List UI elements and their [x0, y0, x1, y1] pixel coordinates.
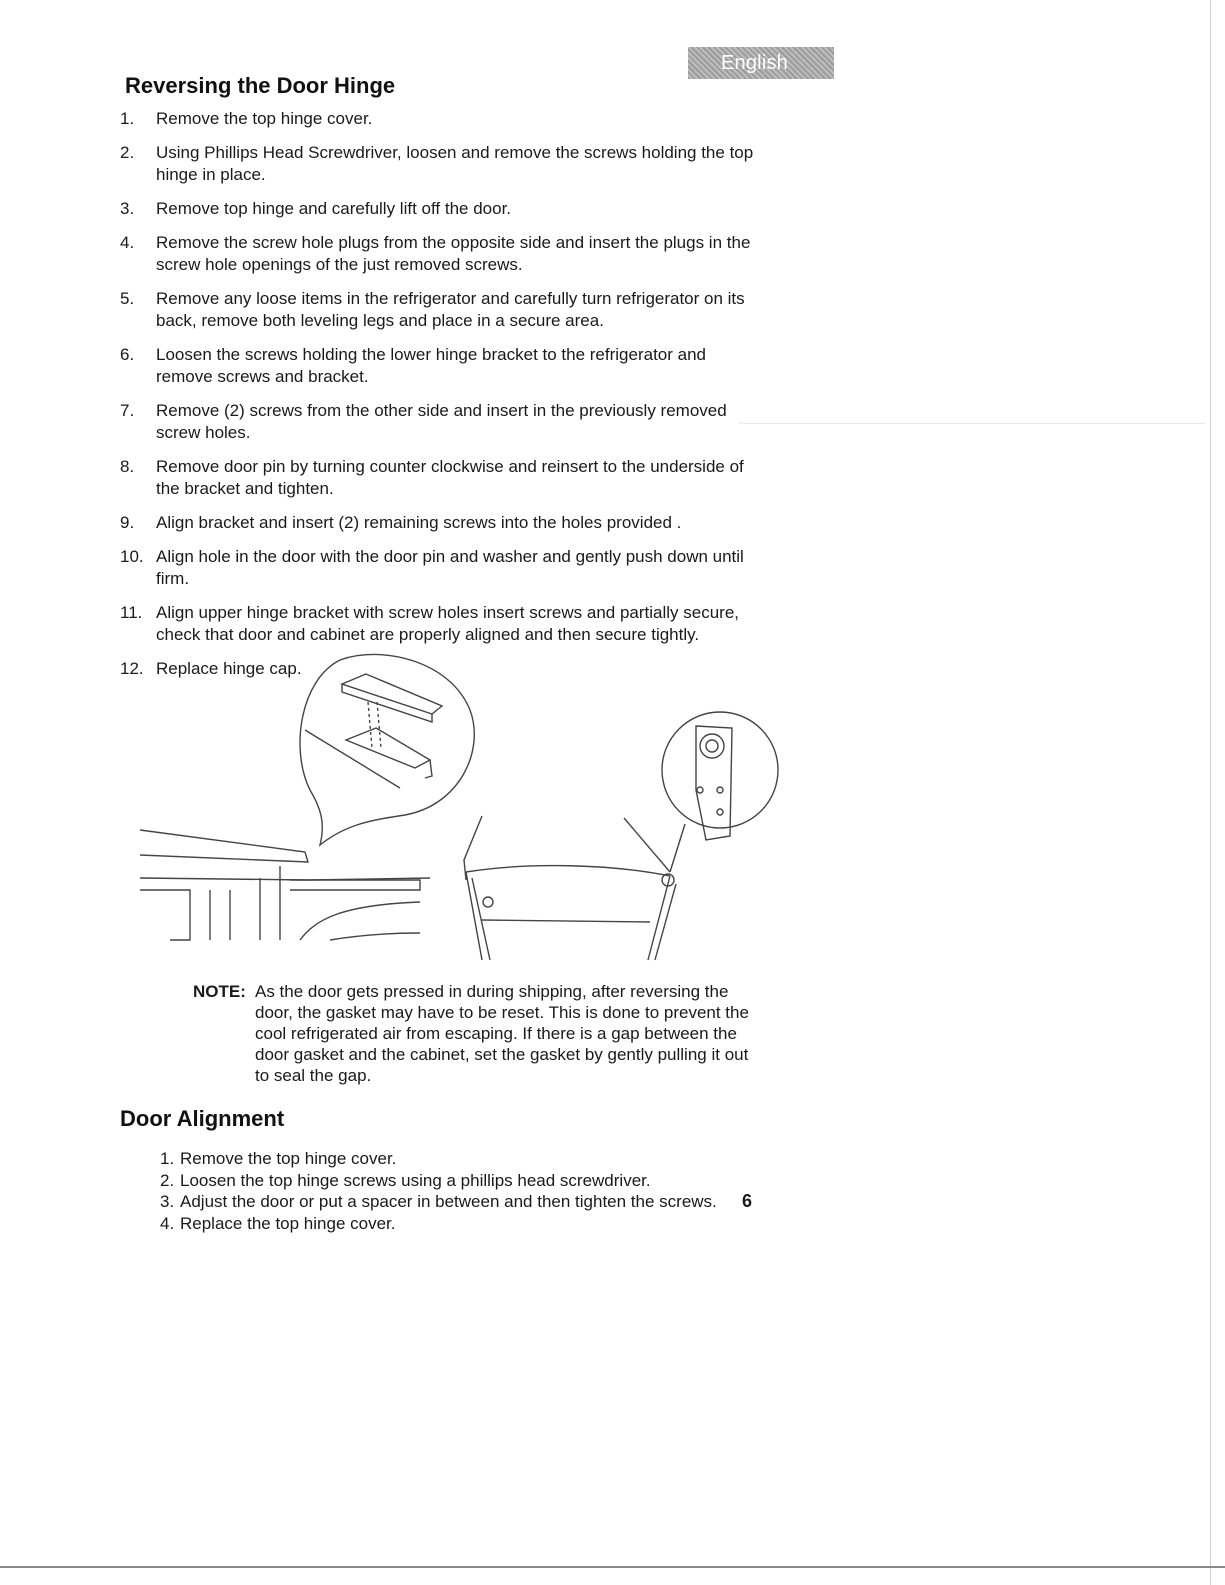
- step-number: 7.: [120, 401, 135, 420]
- note-text: As the door gets pressed in during shipping, after reversing the door, the gasket may have to be reset. This is done to prevent the cool refrigerated air from escaping. If there is a gap between the door gasket and the cabinet, set the gasket by gently pulling it out to seal the gap.: [255, 982, 749, 1085]
- section-title-door-alignment: Door Alignment: [120, 1106, 285, 1131]
- list-item: [160, 1148, 760, 1170]
- step-number: 3.: [160, 1192, 175, 1211]
- step-number: 6.: [120, 345, 135, 364]
- step-text: Remove door pin by turning counter clockwise and reinsert to the underside of the bracket and tighten.: [156, 457, 744, 498]
- door-alignment-steps-list: [160, 1148, 760, 1234]
- step-text: Remove (2) screws from the other side and insert in the previously removed screw holes.: [156, 401, 727, 442]
- step-text: Align bracket and insert (2) remaining screws into the holes provided .: [156, 513, 682, 532]
- list-item: [120, 344, 760, 388]
- hinge-illustration: [130, 640, 790, 980]
- note-block: [193, 981, 763, 1086]
- page-edge-bottom: [0, 1566, 1225, 1568]
- step-text: Remove the top hinge cover.: [180, 1149, 397, 1168]
- step-text: Replace the top hinge cover.: [180, 1213, 396, 1233]
- step-text: Remove the top hinge cover.: [156, 109, 373, 128]
- step-number: 1.: [160, 1149, 175, 1168]
- list-item: [120, 142, 760, 186]
- step-text: Using Phillips Head Screwdriver, loosen and remove the screws holding the top hinge in place.: [156, 143, 754, 184]
- list-item: [120, 108, 760, 130]
- page-edge-right: [1210, 0, 1211, 1585]
- step-text: Loosen the screws holding the lower hinge bracket to the refrigerator and remove screws and bracket.: [156, 345, 706, 386]
- step-text: Remove top hinge and carefully lift off the door.: [156, 199, 512, 218]
- list-item: [160, 1213, 760, 1235]
- list-item: [120, 232, 760, 276]
- step-text: Align upper hinge bracket with screw holes insert screws and partially secure, check that door and cabinet are properly aligned and then secure tightly.: [156, 603, 739, 644]
- list-item: [120, 288, 760, 332]
- list-item: [120, 546, 760, 590]
- step-text: Remove the screw hole plugs from the opposite side and insert the plugs in the screw hole openings of the just removed screws.: [156, 233, 751, 274]
- list-item: [120, 512, 760, 534]
- list-item: [120, 456, 760, 500]
- step-number: 12.: [120, 659, 144, 678]
- section-title-reversing: Reversing the Door Hinge: [125, 73, 396, 98]
- list-item: [160, 1170, 760, 1192]
- step-text: Replace hinge cap.: [156, 659, 302, 678]
- step-number: 1.: [120, 109, 135, 128]
- step-text: Align hole in the door with the door pin and washer and gently push down until firm.: [156, 547, 744, 588]
- step-number: 11.: [120, 603, 143, 622]
- step-number: 2.: [160, 1170, 175, 1190]
- step-number: 8.: [120, 457, 135, 476]
- step-text: Loosen the top hinge screws using a phillips head screwdriver.: [180, 1170, 651, 1190]
- step-text: Remove any loose items in the refrigerator and carefully turn refrigerator on its back, remove both leveling legs and place in a secure area.: [156, 289, 745, 330]
- step-text: Adjust the door or put a spacer in between and then tighten the screws.: [180, 1192, 717, 1211]
- step-number: 2.: [120, 143, 135, 162]
- list-item: [120, 400, 760, 444]
- page-number: 6: [742, 1191, 753, 1211]
- list-item: [160, 1191, 760, 1213]
- reversing-steps-list: [120, 108, 760, 692]
- note-label: NOTE:: [193, 982, 246, 1001]
- step-number: 9.: [120, 513, 135, 532]
- step-number: 5.: [120, 289, 135, 308]
- dotted-rule: [740, 423, 1205, 424]
- step-number: 10.: [120, 547, 144, 566]
- step-number: 3.: [120, 199, 135, 218]
- language-tab: English: [688, 47, 834, 79]
- list-item: [120, 198, 760, 220]
- step-number: 4.: [120, 233, 135, 252]
- step-number: 4.: [160, 1213, 175, 1233]
